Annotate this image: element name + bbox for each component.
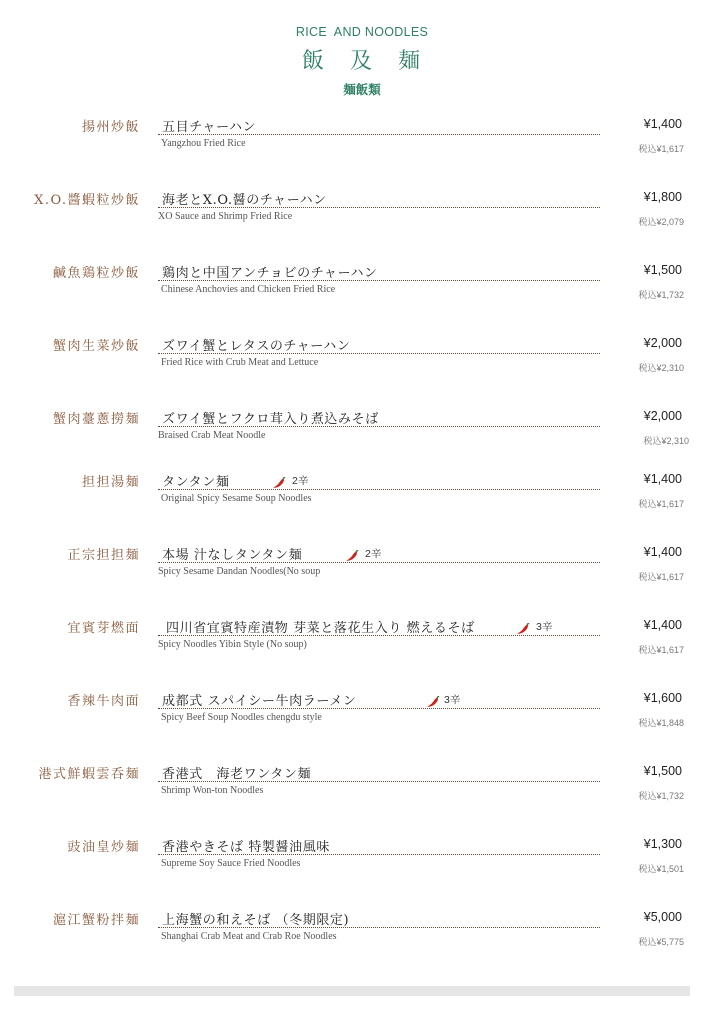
item-price-with-tax: 税込¥1,848 — [638, 718, 684, 728]
menu-item — [0, 763, 724, 823]
menu-item — [0, 262, 724, 322]
item-japanese-name: 成都式 スパイシー牛肉ラーメン — [162, 694, 357, 709]
item-price: ¥1,600 — [643, 691, 682, 705]
item-price-with-tax: 税込¥1,732 — [638, 290, 684, 300]
item-chinese-name: 担担湯麺 — [81, 475, 140, 490]
item-price: ¥1,300 — [643, 837, 682, 851]
section-title-english: RICE AND NOODLES — [295, 25, 429, 39]
item-chinese-name: 蟹肉薹蔥撈麺 — [52, 412, 140, 427]
dotted-divider — [158, 635, 600, 636]
chili-pepper-icon — [272, 474, 286, 486]
item-price-with-tax: 税込¥2,079 — [638, 217, 684, 227]
item-price: ¥2,000 — [643, 409, 682, 423]
dotted-divider — [158, 134, 600, 135]
item-price-with-tax: 税込¥1,617 — [638, 144, 684, 154]
item-english-name: Spicy Beef Soup Noodles chengdu style — [161, 712, 322, 723]
item-chinese-name: 宜賓芽燃面 — [67, 621, 140, 636]
item-japanese-name: 香港やきそば 特製醤油風味 — [162, 840, 330, 855]
item-english-name: Fried Rice with Crub Meat and Lettuce — [161, 357, 319, 368]
item-chinese-name: 蟹肉生菜炒飯 — [52, 339, 140, 354]
item-japanese-name: ズワイ蟹とレタスのチャーハン — [162, 339, 351, 354]
item-english-name: Supreme Soy Sauce Fried Noodles — [161, 858, 301, 869]
item-english-name: Shrimp Won-ton Noodles — [161, 785, 264, 796]
item-price-with-tax: 税込¥5,775 — [638, 937, 684, 947]
dotted-divider — [158, 489, 600, 490]
dotted-divider — [158, 353, 600, 354]
section-title-chinese: 飯 及 麺 — [301, 49, 422, 74]
item-price-with-tax: 税込¥2,310 — [638, 363, 684, 373]
item-chinese-name: 港式鮮蝦雲呑麺 — [38, 767, 140, 782]
item-english-name: Spicy Sesame Dandan Noodles(No soup — [158, 566, 321, 577]
chili-pepper-icon — [345, 547, 359, 559]
menu-item — [0, 836, 724, 896]
spice-level: 2辛 — [292, 475, 309, 487]
menu-item — [0, 471, 724, 531]
dotted-divider — [158, 927, 600, 928]
item-price: ¥1,400 — [643, 545, 682, 559]
item-chinese-name: 豉油皇炒麺 — [67, 840, 140, 855]
item-chinese-name: 揚州炒飯 — [81, 120, 140, 135]
menu-item — [0, 335, 724, 395]
dotted-divider — [158, 426, 600, 427]
menu-item — [0, 617, 724, 677]
menu-item — [0, 116, 724, 176]
item-price-with-tax: 税込¥1,617 — [638, 645, 684, 655]
item-chinese-name: X.O.醬蝦粒炒飯 — [34, 193, 140, 208]
item-japanese-name: 上海蟹の和えそば （冬期限定) — [162, 913, 350, 928]
item-japanese-name: タンタン麺 — [162, 475, 230, 490]
item-english-name: Original Spicy Sesame Soup Noodles — [161, 493, 312, 504]
dotted-divider — [158, 781, 600, 782]
chili-pepper-icon — [426, 693, 440, 705]
item-japanese-name: 海老とX.O.醤のチャーハン — [162, 193, 327, 208]
item-price-with-tax: 税込¥1,501 — [638, 864, 684, 874]
item-price: ¥1,500 — [643, 263, 682, 277]
dotted-divider — [158, 854, 600, 855]
item-price: ¥1,400 — [643, 117, 682, 131]
footer-bar — [14, 986, 690, 996]
item-price-with-tax: 税込¥1,617 — [638, 572, 684, 582]
item-chinese-name: 香辣牛肉面 — [67, 694, 140, 709]
dotted-divider — [158, 708, 600, 709]
item-english-name: XO Sauce and Shrimp Fried Rice — [158, 211, 293, 222]
item-japanese-name: 本場 汁なしタンタン麺 — [162, 548, 303, 563]
item-chinese-name: 鹹魚鶏粒炒飯 — [52, 266, 140, 281]
menu-item — [0, 408, 724, 468]
item-price: ¥1,500 — [643, 764, 682, 778]
item-price: ¥1,400 — [643, 618, 682, 632]
spice-level: 3辛 — [536, 621, 553, 633]
menu-item — [0, 690, 724, 750]
item-price: ¥2,000 — [643, 336, 682, 350]
item-japanese-name: 香港式 海老ワンタン麺 — [162, 767, 312, 782]
spice-level: 2辛 — [365, 548, 382, 560]
item-english-name: Braised Crab Meat Noodle — [158, 430, 266, 441]
item-japanese-name: 鶏肉と中国アンチョビのチャーハン — [162, 266, 378, 281]
menu-item — [0, 544, 724, 604]
item-english-name: Shanghai Crab Meat and Crab Roe Noodles — [161, 931, 337, 942]
item-japanese-name: ズワイ蟹とフクロ茸入り煮込みそば — [162, 412, 379, 427]
dotted-divider — [158, 562, 600, 563]
item-chinese-name: 滬江蟹粉拌麺 — [52, 913, 140, 928]
item-chinese-name: 正宗担担麺 — [67, 548, 140, 563]
item-price: ¥1,400 — [643, 472, 682, 486]
item-japanese-name: 四川省宜賓特産漬物 芽菜と落花生入り 燃えるそば — [166, 621, 475, 636]
section-title-japanese: 麺飯類 — [343, 82, 381, 97]
item-english-name: Chinese Anchovies and Chicken Fried Rice — [161, 284, 336, 295]
item-price: ¥5,000 — [643, 910, 682, 924]
item-price-with-tax: 税込¥1,732 — [638, 791, 684, 801]
dotted-divider — [158, 280, 600, 281]
item-english-name: Spicy Noodles Yibin Style (No soup) — [158, 639, 307, 650]
item-price-with-tax: 税込¥2,310 — [643, 436, 689, 446]
item-price-with-tax: 税込¥1,617 — [638, 499, 684, 509]
menu-item — [0, 189, 724, 249]
menu-item — [0, 909, 724, 969]
spice-level: 3辛 — [444, 694, 461, 706]
item-price: ¥1,800 — [643, 190, 682, 204]
item-english-name: Yangzhou Fried Rice — [161, 138, 246, 149]
item-japanese-name: 五目チャーハン — [162, 120, 257, 135]
dotted-divider — [158, 207, 600, 208]
chili-pepper-icon — [516, 620, 530, 632]
